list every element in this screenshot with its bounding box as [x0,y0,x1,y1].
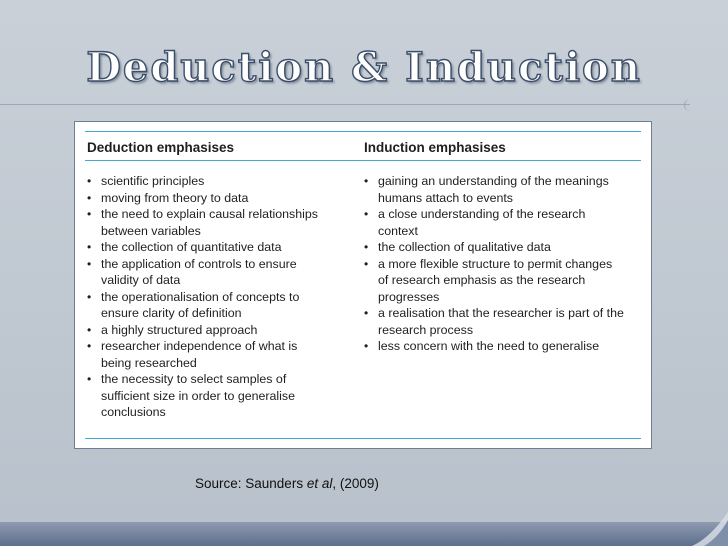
induction-item-line: the collection of qualitative data [378,240,551,254]
induction-item [364,256,644,306]
induction-item [364,305,644,338]
induction-item-line: of research emphasis as the research [378,273,586,287]
source-prefix: Source: Saunders [195,476,307,491]
induction-item-line: less concern with the need to generalise [378,339,600,353]
comparison-table [74,121,652,449]
deduction-item [87,190,347,207]
deduction-item-line: the application of controls to ensure [101,256,297,271]
footer-bar [0,522,728,546]
footer-corner-decoration [688,512,728,546]
deduction-item-line: the collection of quantitative data [101,240,282,254]
deduction-item-line: being researched [101,355,197,370]
deduction-header: Deduction emphasises [87,140,235,155]
deduction-item-line: the need to explain causal relationships [101,207,318,221]
deduction-item-line: the necessity to select samples of [101,372,287,386]
deduction-item [87,322,347,339]
deduction-item-line: a highly structured approach [101,322,258,337]
induction-item-line: research process [378,322,474,337]
bullet-icon: • [87,190,92,205]
deduction-item-line: scientific principles [101,174,205,188]
deduction-item-line: conclusions [101,405,166,419]
induction-item-line: a close understanding of the research [378,207,586,221]
deduction-item-line: between variables [101,223,201,238]
deduction-list [87,173,347,421]
induction-header: Induction emphasises [364,140,506,155]
induction-list [364,173,644,355]
bullet-icon: • [87,207,92,221]
deduction-item [87,239,347,256]
deduction-item-line: validity of data [101,273,181,287]
table-bottom-rule [85,438,641,439]
deduction-item-line: the operationalisation of concepts to [101,289,300,304]
title-divider [0,104,690,105]
bullet-icon: • [364,207,369,221]
induction-item-line: context [378,223,418,238]
induction-item-line: gaining an understanding of the meanings [378,174,609,188]
deduction-item-line: ensure clarity of definition [101,306,242,320]
induction-item-line: a realisation that the researcher is part of the [378,306,624,320]
deduction-item [87,338,347,371]
bullet-icon: • [87,174,92,188]
bullet-icon: • [87,372,92,386]
bullet-icon: • [364,240,369,254]
table-header-rule [85,160,641,161]
bullet-icon: • [364,306,369,320]
deduction-item [87,289,347,322]
bullet-icon: • [87,240,92,254]
table-top-rule [85,131,641,132]
bullet-icon: • [87,339,92,353]
bullet-icon: • [87,289,92,304]
deduction-item [87,371,347,421]
deduction-item-line: sufficient size in order to generalise [101,388,295,403]
induction-item-line: a more flexible structure to permit changes [378,256,613,271]
deduction-item-line: researcher independence of what is [101,339,298,353]
source-suffix: , (2009) [332,476,379,491]
bullet-icon: • [364,174,369,188]
bullet-icon: • [87,322,92,337]
deduction-item [87,206,347,239]
induction-item [364,173,644,206]
induction-item-line: progresses [378,289,440,304]
induction-item-line: humans attach to events [378,190,514,205]
induction-item [364,338,644,355]
deduction-item [87,173,347,190]
deduction-item [87,256,347,289]
source-citation [195,476,379,491]
bullet-icon: • [364,339,369,353]
induction-item [364,239,644,256]
induction-item [364,206,644,239]
bullet-icon: • [87,256,92,271]
divider-curl [684,99,695,111]
bullet-icon: • [364,256,369,271]
slide-title: Deduction & Induction [86,44,642,91]
deduction-item-line: moving from theory to data [101,190,249,205]
source-et-al: et al [306,476,333,491]
